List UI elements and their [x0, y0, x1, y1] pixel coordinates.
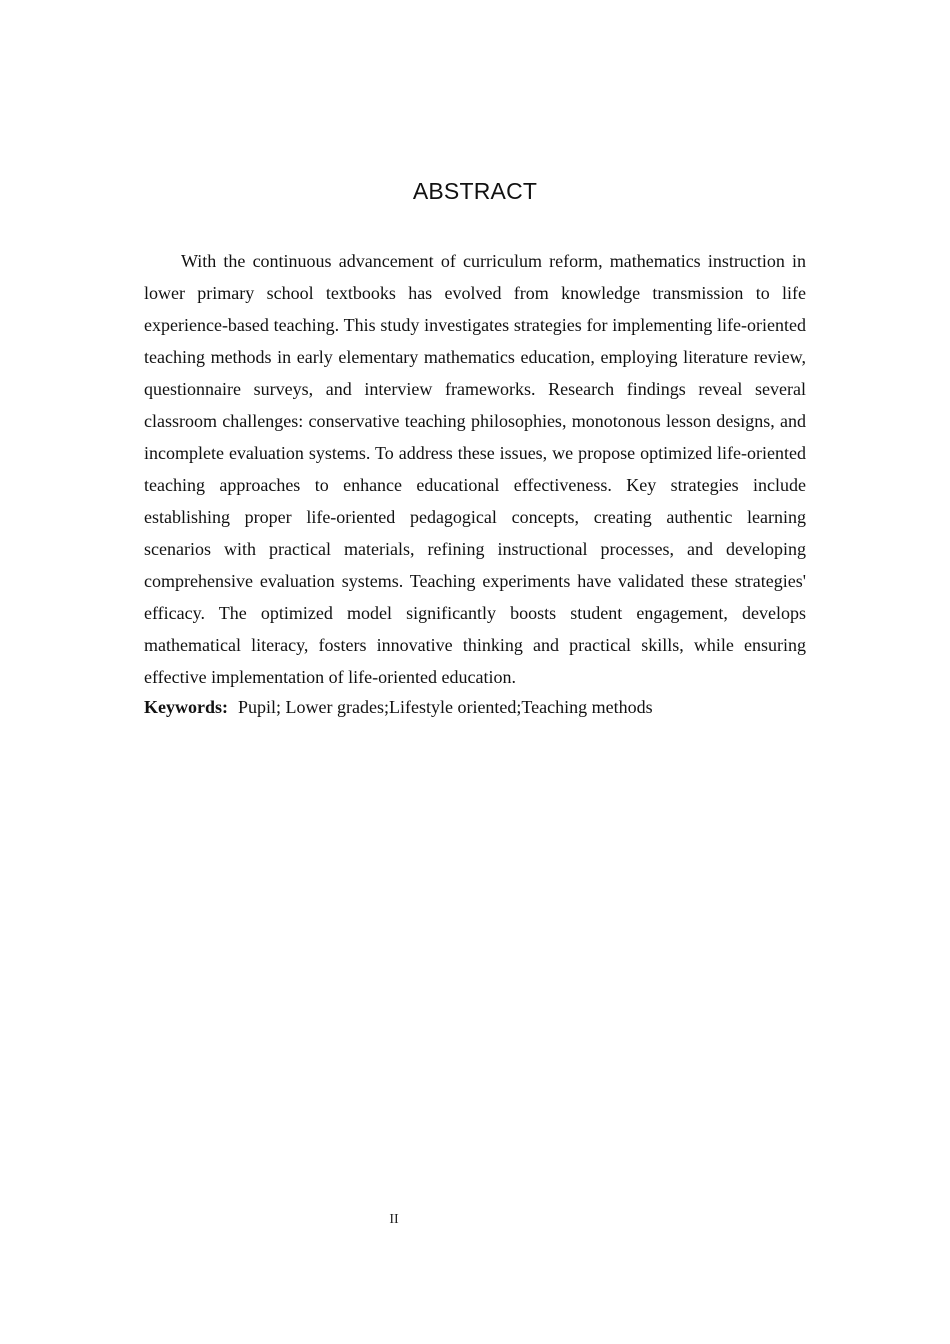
page-number: II — [389, 1212, 399, 1227]
page-title: ABSTRACT — [412, 178, 538, 204]
abstract-paragraph: With the continuous advancement of curriculum reform, mathematics instruction in lower primary school textbooks has evolved from knowledge transmission to life experience-based teaching. This study investigates strategies for implementing life-oriented teaching methods in early elementary mathematics education, employing literature review, questionnaire surveys, and interview frameworks. Research findings reveal several classroom challenges: conservative teaching philosophies, monotonous lesson designs, and incomplete evaluation systems. To address these issues, we propose optimized life-oriented teaching approaches to enhance educational effectiveness. Key strategies include establishing proper life-oriented pedagogical concepts, creating authentic learning scenarios with practical materials, refining instructional processes, and developing comprehensive evaluation systems. Teaching experiments have validated these strategies' efficacy. The optimized model significantly boosts student engagement, develops mathematical literacy, fosters innovative thinking and practical skills, while ensuring effective implementation of life-oriented education. — [144, 251, 806, 687]
keywords-label: Keywords: — [144, 697, 228, 717]
keywords-value: Pupil; Lower grades;Lifestyle oriented;Teaching methods — [238, 697, 653, 717]
keywords-line — [144, 691, 806, 723]
